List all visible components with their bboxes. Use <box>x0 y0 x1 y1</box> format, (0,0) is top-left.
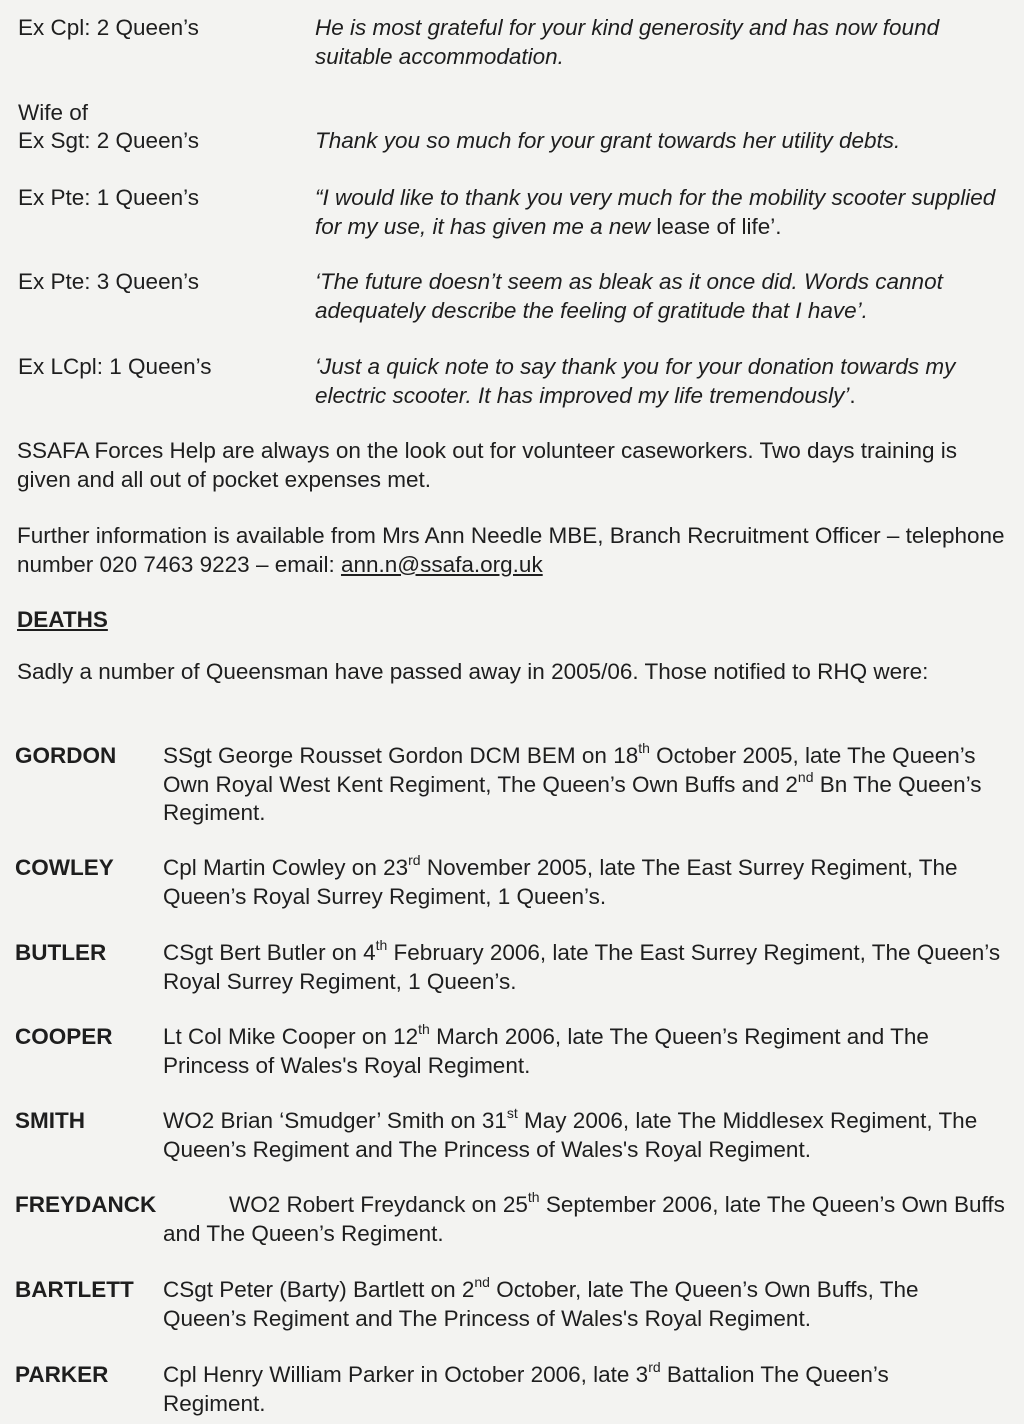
testimonial-quote: ‘Just a quick note to say thank you for your donation towards my electric scooter. It has improved my life tremendously’. <box>315 354 956 408</box>
death-entry-text: CSgt Peter (Barty) Bartlett on 2nd October, late The Queen’s Own Buffs, The Queen’s Regiment and The Princess of Wales's Royal Regiment. <box>163 1274 919 1331</box>
death-entry-text: Lt Col Mike Cooper on 12th March 2006, late The Queen’s Regiment and The Princess of Wales's Royal Regiment. <box>163 1021 929 1078</box>
death-entry-text: CSgt Bert Butler on 4th February 2006, late The East Surrey Regiment, The Queen’s Royal Surrey Regiment, 1 Queen’s. <box>163 937 1001 994</box>
death-entry-name: PARKER <box>15 1362 109 1387</box>
death-entry-name: COWLEY <box>15 855 114 880</box>
testimonial-label: Ex LCpl: 1 Queen’s <box>18 354 212 379</box>
contact-paragraph: Further information is available from Mrs Ann Needle MBE, Branch Recruitment Officer – telephone number 020 7463 9223 – email: ann.n@ssafa.org.uk <box>17 523 1005 577</box>
death-entry-name: COOPER <box>15 1024 113 1049</box>
deaths-intro: Sadly a number of Queensman have passed away in 2005/06. Those notified to RHQ were: <box>17 659 929 684</box>
email-link[interactable]: ann.n@ssafa.org.uk <box>340 551 543 577</box>
death-entry-name: GORDON <box>15 743 117 768</box>
testimonial-quote: He is most grateful for your kind generosity and has now found suitable accommodation. <box>315 15 940 69</box>
death-entry-text: WO2 Brian ‘Smudger’ Smith on 31st May 2006, late The Middlesex Regiment, The Queen’s Regiment and The Princess of Wales's Royal Regiment. <box>163 1105 978 1162</box>
testimonial-label: Ex Sgt: 2 Queen’s <box>18 128 199 153</box>
testimonial-label: Ex Pte: 3 Queen’s <box>18 269 199 294</box>
testimonial-label: Ex Cpl: 2 Queen’s <box>18 15 199 40</box>
testimonial-label: Ex Pte: 1 Queen’s <box>18 185 199 210</box>
death-entry-name: BUTLER <box>15 940 107 965</box>
volunteers-paragraph: SSAFA Forces Help are always on the look out for volunteer caseworkers. Two days training is given and all out of pocket expenses met. <box>17 438 958 492</box>
death-entry-text: SSgt George Rousset Gordon DCM BEM on 18th October 2005, late The Queen’s Own Royal West Kent Regiment, The Queen’s Own Buffs and 2nd Bn The Queen’s Regiment. <box>163 740 982 825</box>
death-entry-name: SMITH <box>15 1108 85 1133</box>
death-entry-name: BARTLETT <box>15 1277 134 1302</box>
testimonial-quote: “I would like to thank you very much for the mobility scooter supplied for my use, it has given me a new lease of life’. <box>315 185 996 239</box>
testimonial-quote: Thank you so much for your grant towards her utility debts. <box>315 128 901 153</box>
testimonial-quote: ‘The future doesn’t seem as bleak as it once did. Words cannot adequately describe the feeling of gratitude that I have’. <box>315 269 943 323</box>
testimonial-label-prefix: Wife of <box>18 100 89 125</box>
death-entry-text: WO2 Robert Freydanck on 25th September 2006, late The Queen’s Own Buffs and The Queen’s Regiment. <box>163 1189 1005 1246</box>
death-entry-text: Cpl Henry William Parker in October 2006, late 3rd Battalion The Queen’s Regiment. <box>163 1359 889 1416</box>
deaths-heading: DEATHS <box>17 607 108 632</box>
death-entry-name: FREYDANCK <box>15 1192 157 1217</box>
death-entry-text: Cpl Martin Cowley on 23rd November 2005, late The East Surrey Regiment, The Queen’s Royal Surrey Regiment, 1 Queen’s. <box>163 852 958 909</box>
